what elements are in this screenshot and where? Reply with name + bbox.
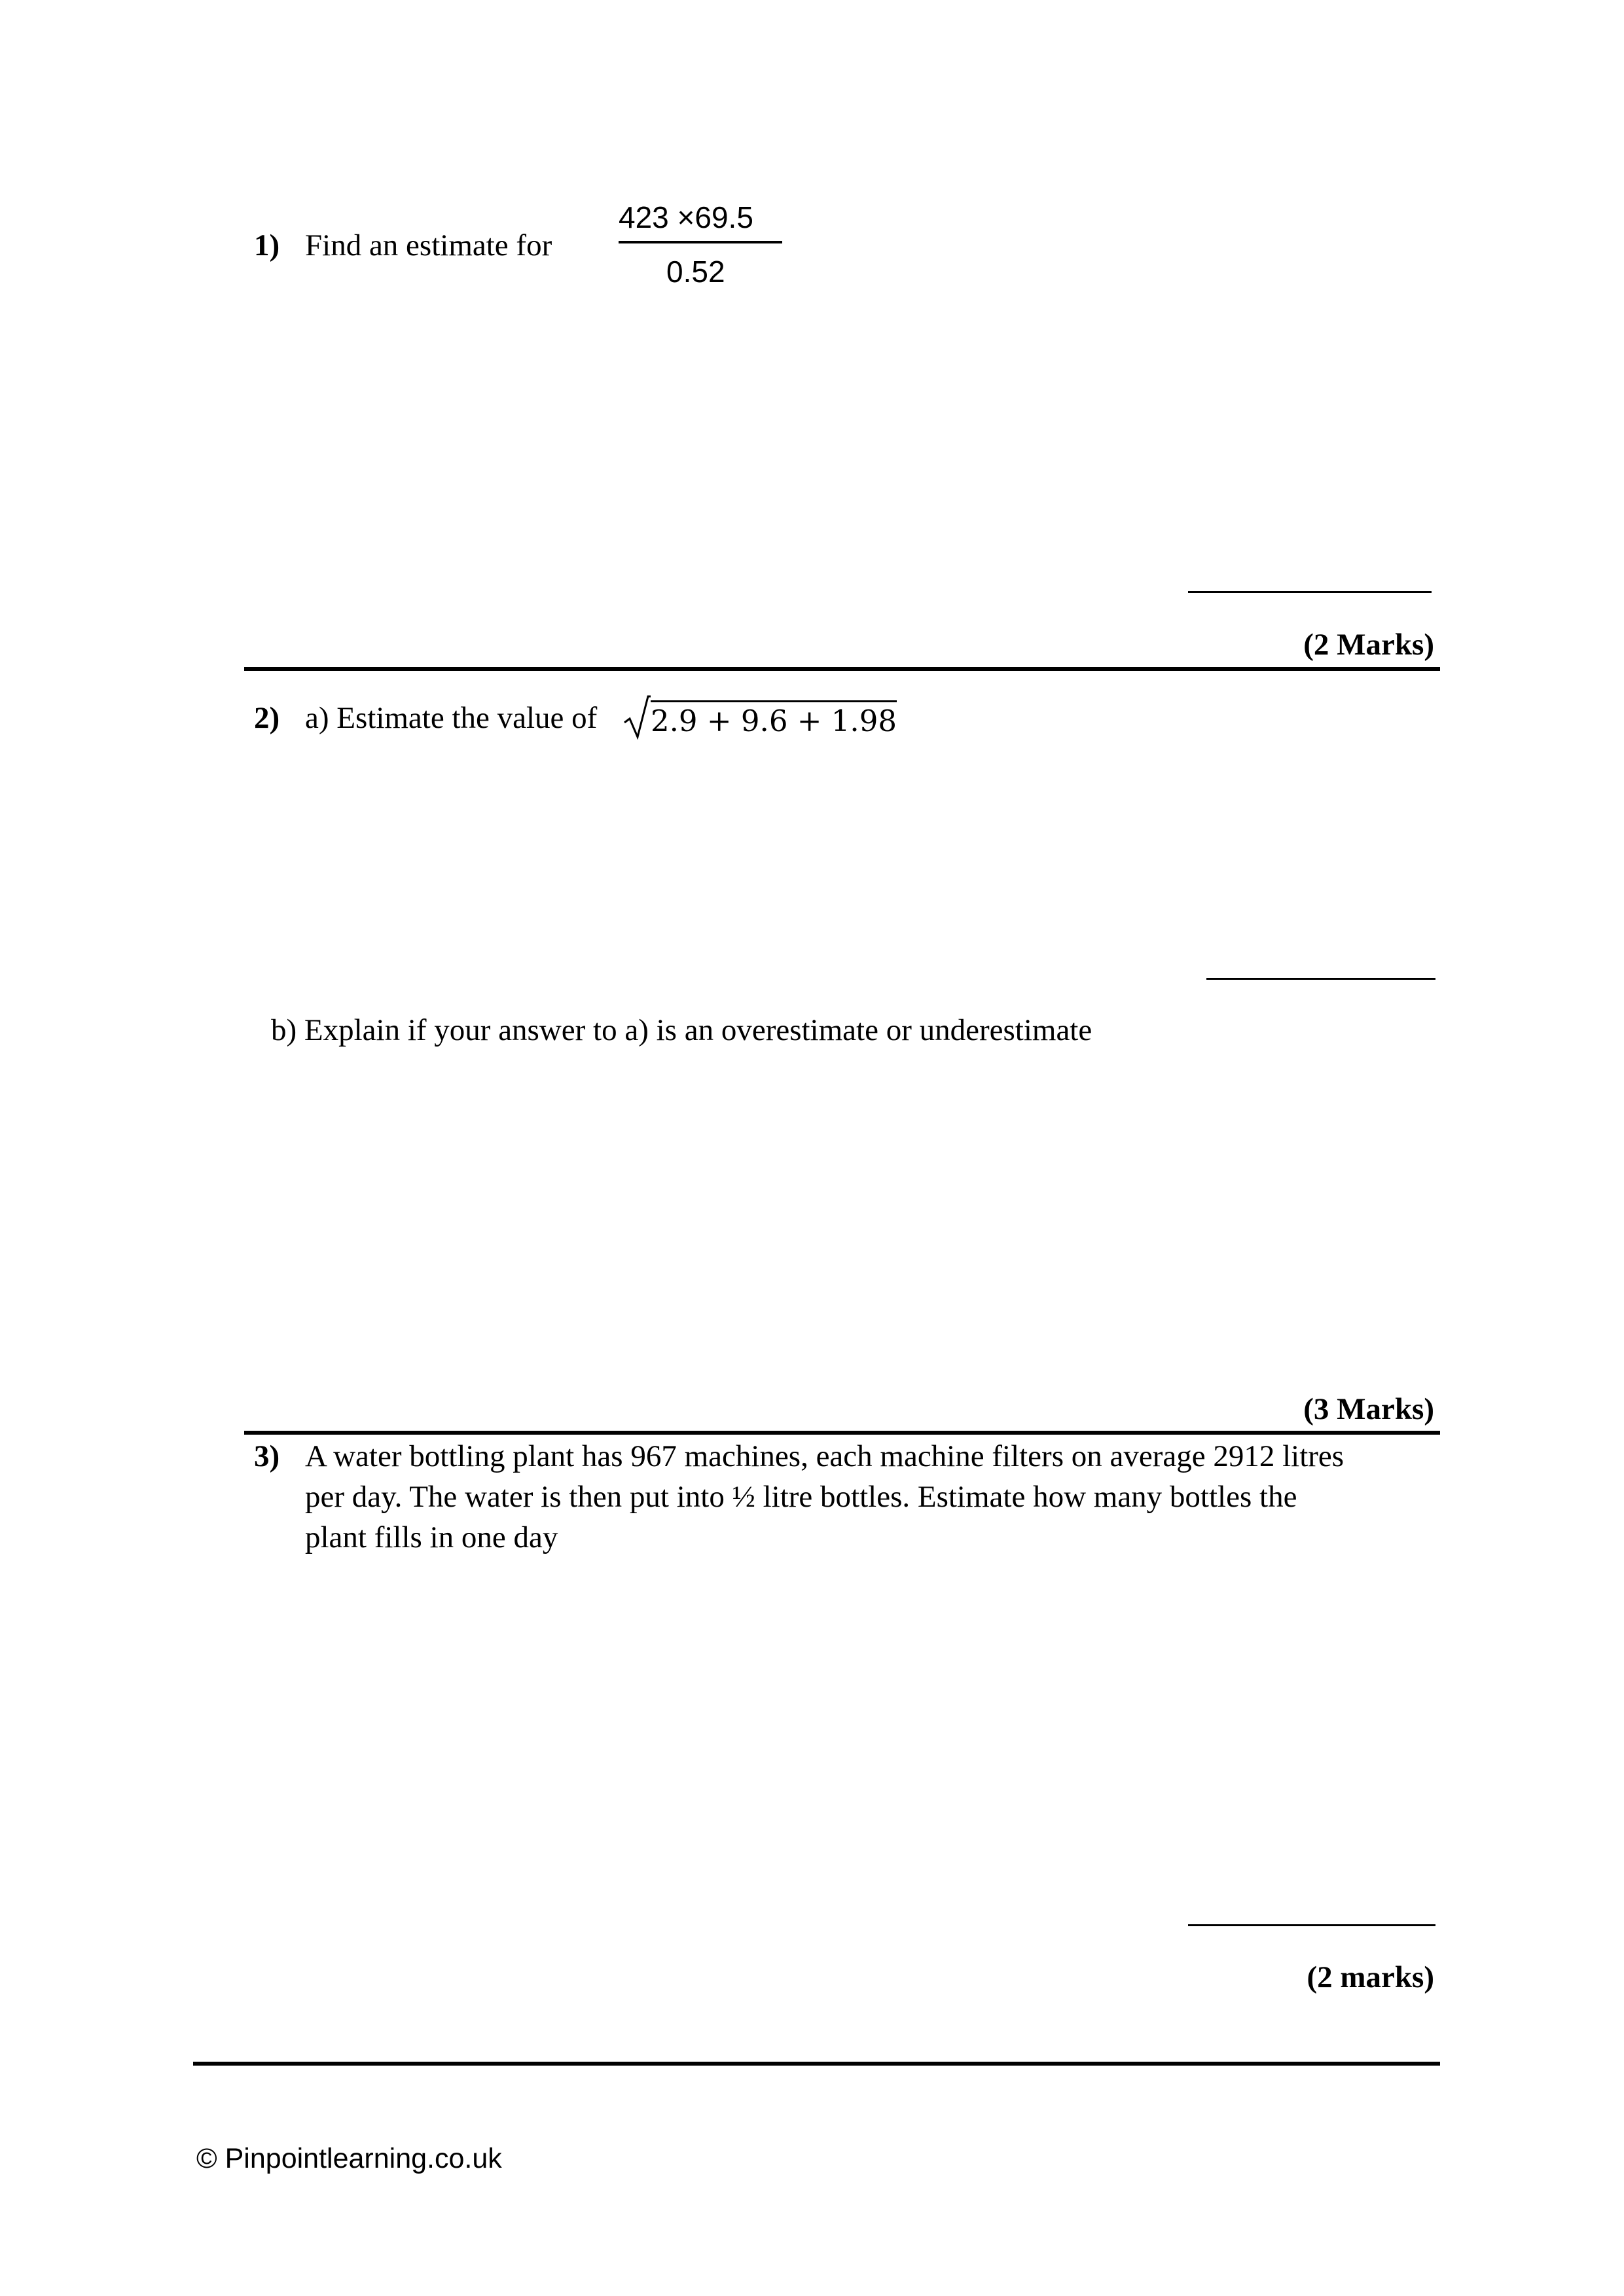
q3-marks: (2 marks) xyxy=(1307,1960,1434,1994)
q2a-expression: 2.9 + 9.6 + 1.98 xyxy=(651,700,897,738)
q2-marks: (3 Marks) xyxy=(1303,1392,1434,1426)
q2-divider xyxy=(244,1431,1440,1435)
q3-line3: plant fills in one day xyxy=(305,1520,558,1554)
q1-denominator: 0.52 xyxy=(666,255,725,289)
q1-fraction-bar xyxy=(619,241,782,243)
q2a-prompt: a) Estimate the value of xyxy=(305,701,598,735)
q1-divider xyxy=(244,667,1440,671)
q2-number: 2) xyxy=(254,701,280,735)
q1-answer-line xyxy=(1188,591,1432,593)
q2b-prompt: b) Explain if your answer to a) is an overestimate or underestimate xyxy=(271,1013,1092,1047)
footer-copyright: © Pinpointlearning.co.uk xyxy=(196,2143,502,2174)
q1-number: 1) xyxy=(254,228,280,262)
q2a-answer-line xyxy=(1206,978,1435,980)
q1-prompt: Find an estimate for xyxy=(305,228,552,262)
q3-answer-line xyxy=(1188,1924,1435,1926)
q3-number: 3) xyxy=(254,1439,280,1473)
q1-numerator: 423 ×69.5 xyxy=(619,200,753,234)
q3-line1: A water bottling plant has 967 machines, each machine filters on average 2912 litres xyxy=(305,1439,1344,1473)
square-root-icon xyxy=(623,694,651,740)
q3-line2: per day. The water is then put into ½ litre bottles. Estimate how many bottles the xyxy=(305,1480,1297,1514)
page-bottom-divider xyxy=(193,2062,1440,2066)
q1-marks: (2 Marks) xyxy=(1303,628,1434,662)
